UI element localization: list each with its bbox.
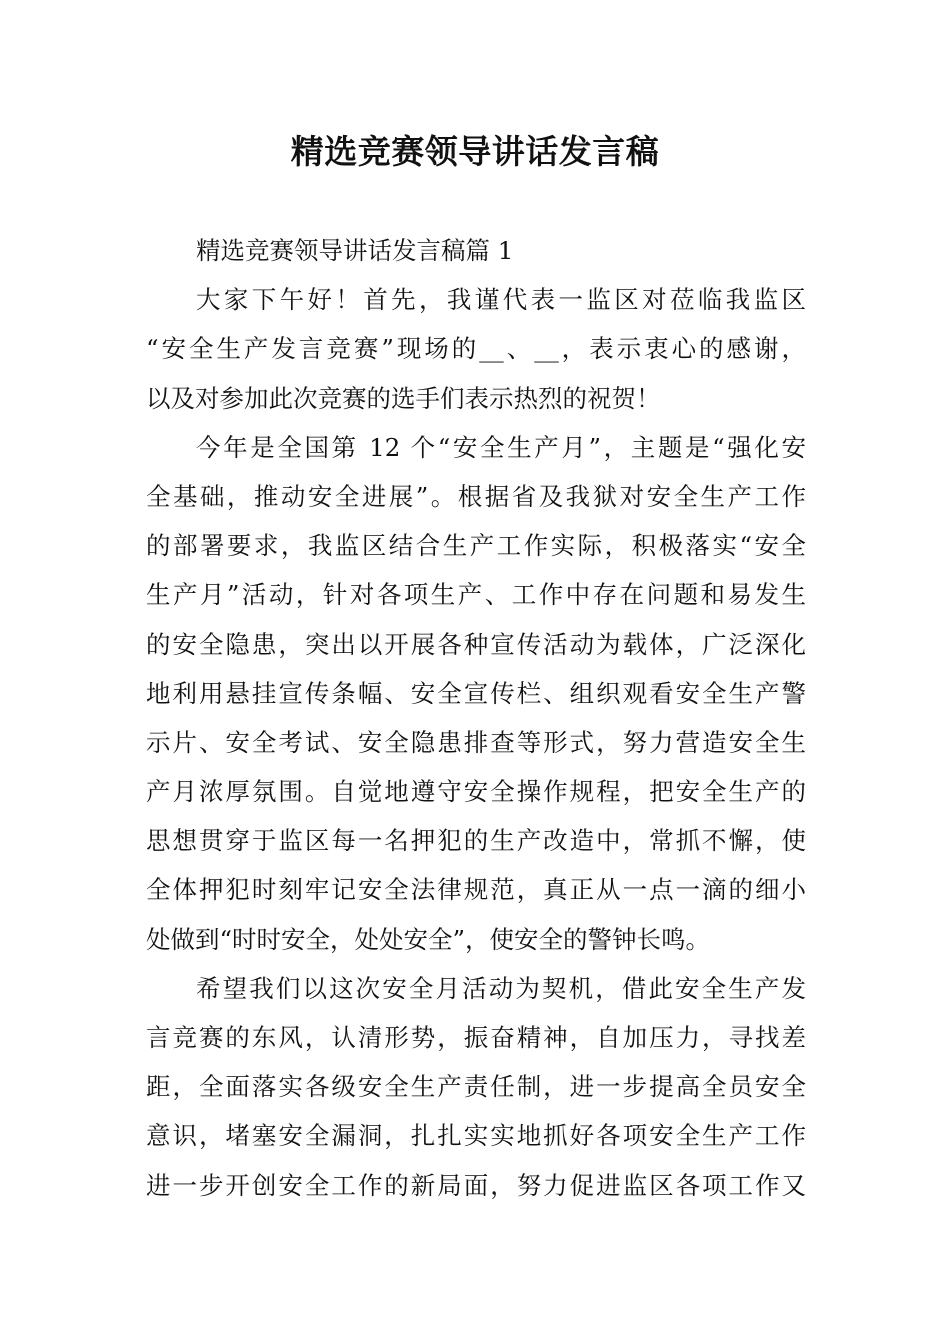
paragraph-line: 希望我们以这次安全月活动为契机，借此安全生产发 [196,973,806,1003]
paragraph-line: 进一步开创安全工作的新局面，努力促进监区各项工作又 [146,1170,806,1200]
paragraph-line: 全体押犯时刻牢记安全法律规范，真正从一点一滴的细小 [146,875,806,905]
section-heading: 精选竞赛领导讲话发言稿篇 1 [196,236,514,265]
paragraph-line: 思想贯穿于监区每一名押犯的生产改造中，常抓不懈，使 [146,826,806,856]
paragraph-line: 的安全隐患，突出以开展各种宣传活动为载体，广泛深化 [146,629,806,659]
paragraph-line: 全基础，推动安全进展”。根据省及我狱对安全生产工作 [146,481,806,511]
paragraph-line: 距，全面落实各级安全生产责任制，进一步提高全员安全 [146,1072,806,1102]
paragraph-line: 产月浓厚氛围。自觉地遵守安全操作规程，把安全生产的 [146,777,806,807]
paragraph-line: 地利用悬挂宣传条幅、安全宣传栏、组织观看安全生产警 [146,678,806,708]
document-title: 精选竞赛领导讲话发言稿 [290,132,660,171]
document-body [146,226,806,1210]
paragraph [146,275,806,423]
paragraph-line: 的部署要求，我监区结合生产工作实际，积极落实“安全 [146,531,806,561]
paragraph-line: 示片、安全考试、安全隐患排查等形式，努力营造安全生 [146,727,806,757]
paragraph-line: 处做到“时时安全，处处安全”，使安全的警钟长鸣。 [146,924,711,954]
paragraph-line: 生产月”活动，针对各项生产、工作中存在问题和易发生 [146,580,806,610]
paragraph-line: 言竞赛的东风，认清形势，振奋精神，自加压力，寻找差 [146,1023,806,1052]
paragraph-line: “安全生产发言竞赛”现场的__、__，表示衷心的感谢， [146,334,806,364]
paragraph-line: 大家下午好！首先，我谨代表一监区对莅临我监区 [196,285,806,315]
paragraph-list [146,275,806,1210]
paragraph [146,423,806,964]
paragraph-line: 意识，堵塞安全漏洞，扎扎实实地抓好各项安全生产工作 [146,1121,806,1151]
paragraph [146,964,806,1210]
paragraph-line: 今年是全国第 12 个“安全生产月”，主题是“强化安 [196,432,806,462]
paragraph-line: 以及对参加此次竞赛的选手们表示热烈的祝贺！ [146,383,661,413]
